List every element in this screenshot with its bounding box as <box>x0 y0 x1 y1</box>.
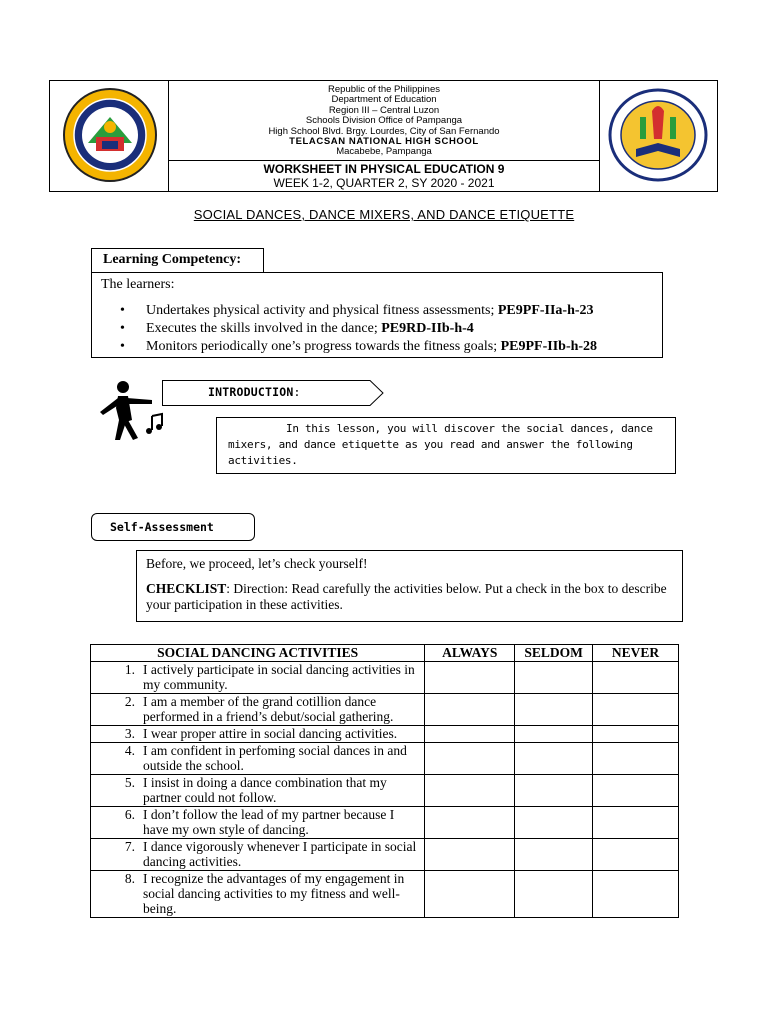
never-checkbox[interactable] <box>593 839 679 871</box>
school-name: TELACSAN NATIONAL HIGH SCHOOL <box>289 136 479 148</box>
seldom-checkbox[interactable] <box>515 662 593 694</box>
never-checkbox[interactable] <box>593 871 679 918</box>
col-never: NEVER <box>593 645 679 662</box>
col-always: ALWAYS <box>425 645 515 662</box>
always-checkbox[interactable] <box>425 839 515 871</box>
school-seal-icon <box>608 87 708 183</box>
always-checkbox[interactable] <box>425 694 515 726</box>
seldom-checkbox[interactable] <box>515 694 593 726</box>
learners-intro: The learners: <box>101 277 175 292</box>
always-checkbox[interactable] <box>425 871 515 918</box>
never-checkbox[interactable] <box>593 775 679 807</box>
table-row: 7. I dance vigorously whenever I participate in social dancing activities. <box>91 839 679 871</box>
table-row: 5. I insist in doing a dance combination that my partner could not follow. <box>91 775 679 807</box>
learning-competency-label: Learning Competency: <box>91 248 264 273</box>
learning-competency-box <box>91 272 663 358</box>
table-header-row <box>91 645 679 662</box>
seldom-checkbox[interactable] <box>515 807 593 839</box>
competency-item: • Undertakes physical activity and physical fitness assessments; PE9PF-IIa-h-23 <box>101 302 662 320</box>
always-checkbox[interactable] <box>425 775 515 807</box>
header-line-5: High School Blvd. Brgy. Lourdes, City of San Fernando <box>268 125 500 137</box>
seldom-checkbox[interactable] <box>515 775 593 807</box>
table-row: 8. I recognize the advantages of my engagement in social dancing activities to my fitness and well-being. <box>91 871 679 918</box>
worksheet-heading <box>169 161 599 191</box>
seldom-checkbox[interactable] <box>515 726 593 743</box>
seldom-checkbox[interactable] <box>515 839 593 871</box>
dancer-icon <box>96 380 172 456</box>
table-row: 6. I don’t follow the lead of my partner because I have my own style of dancing. <box>91 807 679 839</box>
introduction-label: INTRODUCTION <box>208 385 294 399</box>
header-line-4: Schools Division Office of Pampanga <box>305 115 463 127</box>
social-dancing-checklist-table <box>90 644 679 918</box>
header-line-3: Region III – Central Luzon <box>328 104 440 116</box>
competency-item: • Executes the skills involved in the dance; PE9RD-IIb-h-4 <box>101 320 662 338</box>
introduction-tag: INTRODUCTION: <box>162 380 384 406</box>
checklist-box <box>136 550 683 622</box>
header-line-2: Department of Education <box>331 94 437 106</box>
worksheet-subtitle: WEEK 1-2, QUARTER 2, SY 2020 - 2021 <box>273 176 495 190</box>
seldom-checkbox[interactable] <box>515 743 593 775</box>
check-yourself-text: Before, we proceed, let’s check yourself! <box>146 556 368 571</box>
never-checkbox[interactable] <box>593 662 679 694</box>
school-seal-cell <box>599 81 717 191</box>
header-box <box>49 80 718 192</box>
self-assessment-label: Self-Assessment <box>91 513 255 541</box>
header-text <box>169 81 599 161</box>
worksheet-title: WORKSHEET IN PHYSICAL EDUCATION 9 <box>263 162 505 176</box>
page-title: SOCIAL DANCES, DANCE MIXERS, AND DANCE ETIQUETTE <box>193 207 575 222</box>
deped-seal-icon <box>62 87 158 183</box>
table-row: 4. I am confident in perfoming social dances in and outside the school. <box>91 743 679 775</box>
table-row: 1. I actively participate in social dancing activities in my community. <box>91 662 679 694</box>
never-checkbox[interactable] <box>593 694 679 726</box>
table-row: 3. I wear proper attire in social dancing activities. <box>91 726 679 743</box>
header-line-1: Republic of the Philippines <box>328 84 440 95</box>
deped-seal-cell <box>50 81 169 191</box>
never-checkbox[interactable] <box>593 726 679 743</box>
never-checkbox[interactable] <box>593 743 679 775</box>
checklist-direction: CHECKLIST: Direction: Read carefully the activities below. Put a check in the box to describe your participation in these activities. <box>146 581 667 612</box>
competency-item: • Monitors periodically one’s progress towards the fitness goals; PE9PF-IIb-h-28 <box>101 338 662 356</box>
always-checkbox[interactable] <box>425 743 515 775</box>
always-checkbox[interactable] <box>425 807 515 839</box>
seldom-checkbox[interactable] <box>515 871 593 918</box>
col-activities: SOCIAL DANCING ACTIVITIES <box>91 645 425 662</box>
col-seldom: SELDOM <box>515 645 593 662</box>
introduction-text: In this lesson, you will discover the social dances, dance mixers, and dance etiquette as you read and answer the following activities. <box>216 417 676 474</box>
always-checkbox[interactable] <box>425 662 515 694</box>
never-checkbox[interactable] <box>593 807 679 839</box>
always-checkbox[interactable] <box>425 726 515 743</box>
table-row: 2. I am a member of the grand cotillion dance performed in a friend’s debut/social gathering. <box>91 694 679 726</box>
school-location: Macabebe, Pampanga <box>336 146 432 158</box>
